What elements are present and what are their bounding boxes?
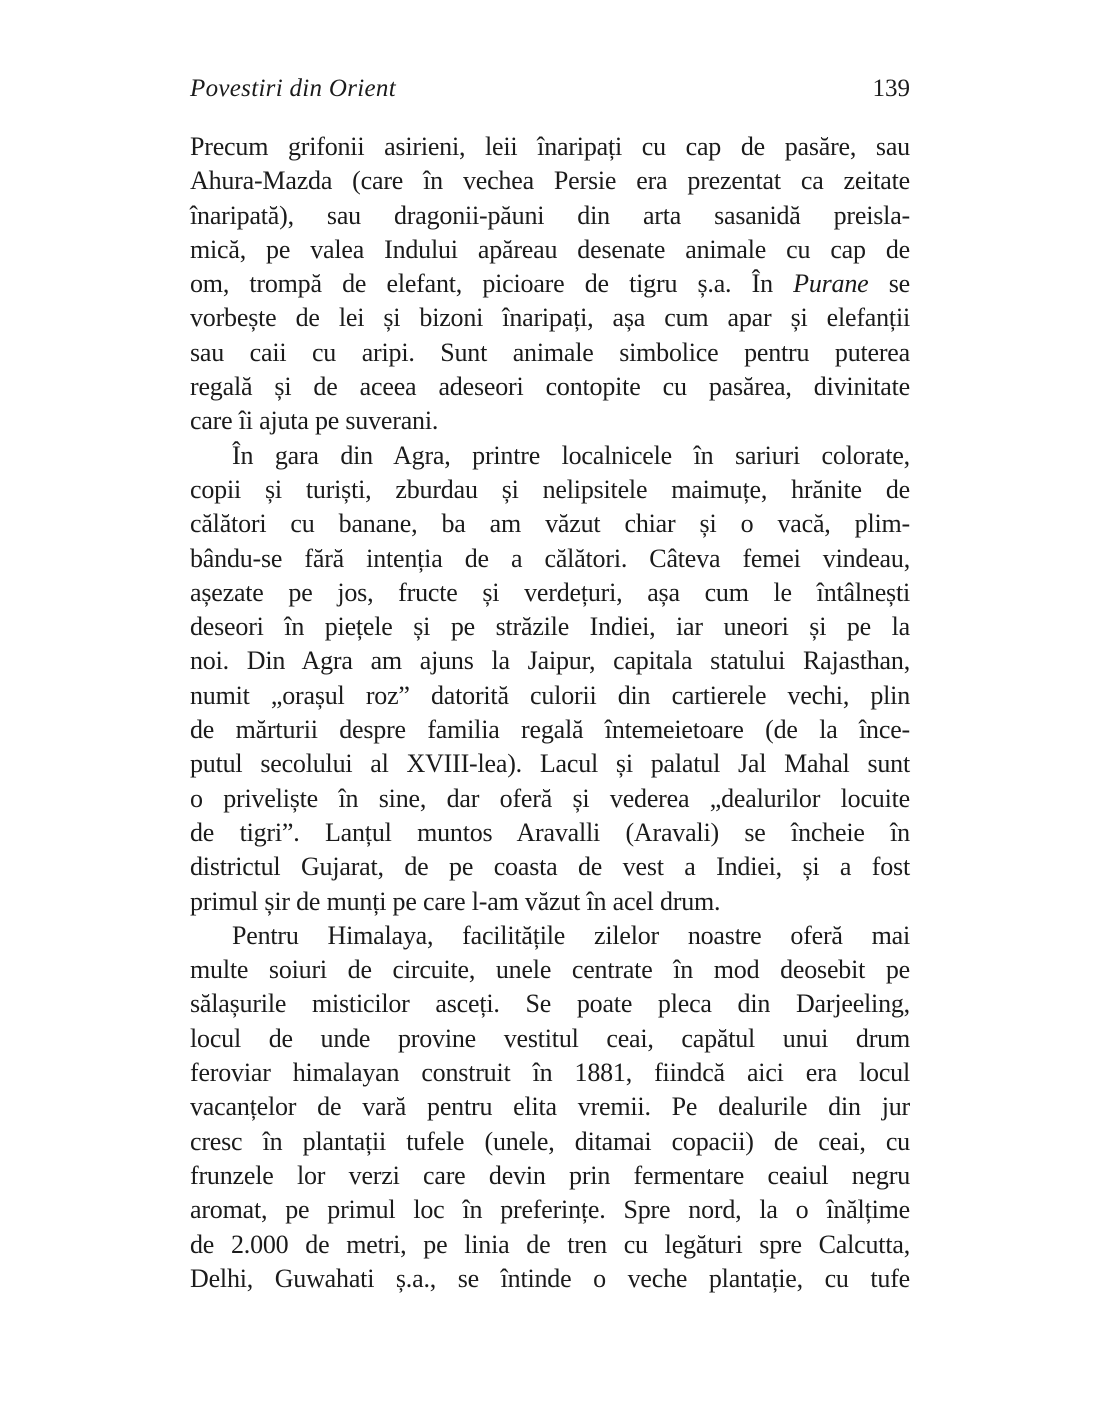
italic-text: Purane bbox=[793, 269, 869, 299]
paragraph bbox=[190, 439, 910, 919]
page-body bbox=[190, 130, 910, 1296]
text-line: frunzele lor verzi care devin prin fermentare ceaiul negru bbox=[190, 1160, 910, 1190]
text-line: cresc în plantații tufele (unele, ditamai copacii) de ceai, cu bbox=[190, 1126, 910, 1156]
text-line: deseori în piețele și pe străzile Indiei, iar uneori și pe la bbox=[190, 612, 910, 642]
text-line: copii și turiști, zburdau și nelipsitele maimuțe, hrănite de bbox=[190, 474, 910, 504]
text-line: primul șir de munți pe care l-am văzut în acel drum. bbox=[190, 886, 721, 916]
text-line: care îi ajuta pe suverani. bbox=[190, 406, 439, 436]
text-line: Pentru Himalaya, facilitățile zilelor noastre oferă mai bbox=[232, 920, 910, 950]
text-line: înaripată), sau dragonii-păuni din arta sasanidă preisla- bbox=[190, 200, 910, 230]
text-line: Precum grifonii asirieni, leii înaripați cu cap de pasăre, sau bbox=[190, 132, 910, 161]
page-number: 139 bbox=[872, 75, 910, 102]
text-line: districtul Gujarat, de pe coasta de vest a Indiei, și a fost bbox=[190, 852, 910, 882]
text-line: Ahura-Mazda (care în vechea Persie era prezentat ca zeitate bbox=[190, 166, 910, 196]
text-line: de tigri”. Lanțul muntos Aravalli (Aravali) se încheie în bbox=[190, 817, 910, 847]
running-title: Povestiri din Orient bbox=[190, 75, 396, 102]
text-line: sau caii cu aripi. Sunt animale simbolice pentru puterea bbox=[190, 337, 910, 367]
text-line: Delhi, Guwahati ș.a., se întinde o veche plantație, cu tufe bbox=[190, 1263, 910, 1293]
paragraph bbox=[190, 130, 910, 439]
text-line: aromat, pe primul loc în preferințe. Spre nord, la o înălțime bbox=[190, 1195, 910, 1225]
text-line: noi. Din Agra am ajuns la Jaipur, capitala statului Rajasthan, bbox=[190, 646, 910, 676]
text-line: În gara din Agra, printre localnicele în sariuri colorate, bbox=[232, 440, 910, 470]
text-line: putul secolului al XVIII-lea). Lacul și palatul Jal Mahal sunt bbox=[190, 749, 910, 779]
text-line: așezate pe jos, fructe și verdețuri, așa cum le întâlnești bbox=[190, 577, 910, 607]
page-header bbox=[190, 74, 910, 104]
text-line: vacanțelor de vară pentru elita vremii. Pe dealurile din jur bbox=[190, 1092, 910, 1122]
text-line: o priveliște în sine, dar oferă și vederea „dealurilor locuite bbox=[190, 783, 910, 813]
text-line: de mărturii despre familia regală întemeietoare (de la înce- bbox=[190, 715, 910, 745]
text-line: om, trompă de elefant, picioare de tigru ș.a. În Purane se bbox=[190, 269, 910, 299]
text-line: de 2.000 de metri, pe linia de tren cu legături spre Calcutta, bbox=[190, 1229, 910, 1259]
text-line: vorbește de lei și bizoni înaripați, așa cum apar și elefanții bbox=[190, 303, 910, 333]
text-line: numit „orașul roz” datorită culorii din cartierele vechi, plin bbox=[190, 680, 910, 710]
text-line: locul de unde provine vestitul ceai, capătul unui drum bbox=[190, 1023, 910, 1053]
text-line: mică, pe valea Indului apăreau desenate animale cu cap de bbox=[190, 234, 910, 264]
text-line: sălașurile misticilor asceți. Se poate pleca din Darjeeling, bbox=[190, 989, 910, 1019]
text-line: feroviar himalayan construit în 1881, fiindcă aici era locul bbox=[190, 1058, 910, 1088]
text-line: multe soiuri de circuite, unele centrate în mod deosebit pe bbox=[190, 955, 910, 985]
paragraph bbox=[190, 919, 910, 1296]
text-line: bându-se fără intenția de a călători. Câteva femei vindeau, bbox=[190, 543, 910, 573]
text-line: regală și de aceea adeseori contopite cu pasărea, divinitate bbox=[190, 372, 910, 402]
text-line: călători cu banane, ba am văzut chiar și o vacă, plim- bbox=[190, 509, 910, 539]
